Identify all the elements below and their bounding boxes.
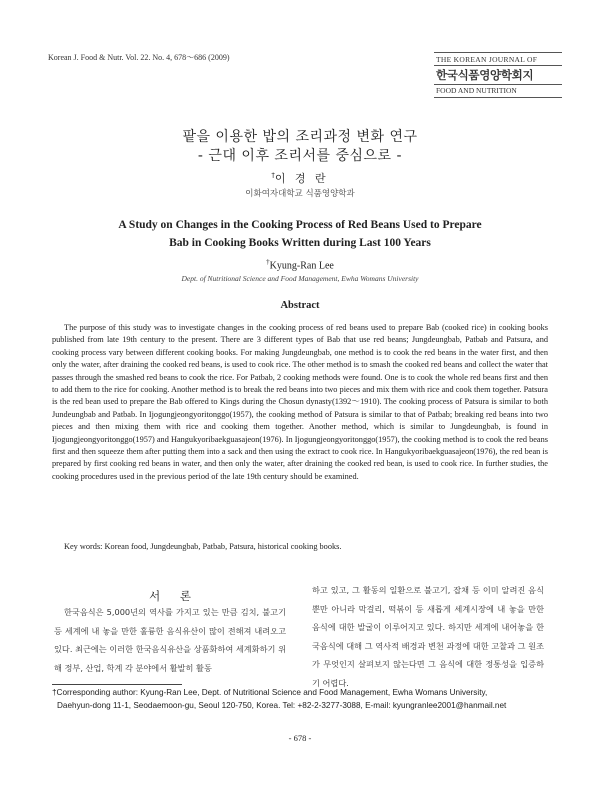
introduction-left-column: 한국음식은 5,000년의 역사를 가지고 있는 만큼 김치, 불고기 등 세계에 내 놓을 만한 훌륭한 음식유산이 많이 전해져 내려오고 있다. 최근에는 이러한 한국음식유산을 상품화하여 세계화하기 위해 정부, 산업, 학계 각 분야에서 활발히 활동 [54, 607, 286, 673]
footnote-line1: †Corresponding author: Kyung-Ran Lee, Dept. of Nutritional Science and Food Management, Ewha Womans University, [52, 688, 488, 697]
journal-masthead [434, 52, 562, 98]
abstract-text: The purpose of this study was to investigate changes in the cooking process of red beans used to prepare Bab (cooked rice) in cooking books published from late 19th century to the present. There are 3 different types of Bab that use red beans; Jungdeungbab, Patbab and Patsura, and cooking process vary between different cooking books. For making Jungdeungbab, one method is to cook the red beans in the water first, and then only the water, after draining the cooked red beans, is used to cook rice. The other method is to smash the cooked red beans and collect the water that passes through the smashed red beans to cook the rice. For Patbab, 2 cooking methods were found. One is to cook the whole red beans first and then to add them to the rice for cooking. Another method is to break the red beans into two pieces and mix them with rice and cook them together. Patsura is the red bean used to prepare the Bab offered to Kings during the Chosun dynasty(1392～1910). The cooking process of Patsura is similar to both Jundeungbab and Patbab. In Ijogungjeongyoritonggo(1957), the cooking method of Patsura is similar to that of Patbab; breaking red beans into two pieces and then mixing them with rice and cooking them together. Another method, which is similar to Jungdeungbab, is found in Ijogungjeongyoritonggo(1957) and Hangukyoribaekguasajeon(1976). In Ijogungjeongyoritonggo(1957), the cooking method is to cook the red beans first and then squeeze them after putting them into a sack and then using the extract to cook rice. In Hangukyoribaekguasajeon(1976), the red bean is prepared by first cooking red beans in water, and then only the water, after draining the cooked red bean, is used to cook rice. In further studies, the cooking procedures used in the previous period of the late 19th century should be examined. [52, 323, 548, 481]
korean-title [0, 128, 600, 166]
introduction-heading: 서 론 [149, 589, 199, 603]
author-mark-en: † [266, 258, 270, 266]
masthead-bottom-rule [434, 97, 562, 98]
english-author [0, 258, 600, 271]
author-mark-ko: † [271, 171, 275, 180]
abstract-heading: Abstract [280, 300, 320, 311]
korean-author [0, 170, 600, 186]
english-title [0, 216, 600, 252]
korean-author-name: 이 경 란 [274, 172, 329, 185]
journal-name-en-bottom: FOOD AND NUTRITION [436, 86, 517, 95]
korean-title-line1: 팥을 이용한 밥의 조리과정 변화 연구 [182, 129, 418, 145]
corresponding-author-footnote [52, 686, 552, 712]
english-author-name: Kyung-Ran Lee [269, 260, 334, 272]
page-number: - 678 - [288, 733, 312, 743]
english-affiliation: Dept. of Nutritional Science and Food Management, Ewha Womans University [181, 274, 419, 283]
keywords: Key words: Korean food, Jungdeungbab, Patbab, Patsura, historical cooking books. [64, 542, 342, 551]
introduction-right-column: 하고 있고, 그 활동의 일환으로 불고기, 잡채 등 이미 알려진 음식뿐만 아니라 막걸리, 떡볶이 등 새롭게 세계시장에 내 놓을 만한 음식에 대한 발굴이 이루어지고 있다. 하지만 세계에 내어놓을 한국음식에 대해 그 역사적 배경과 변천 과정에 대한 고찰과 그 원조가 무엇인지 살펴보지 않는다면 그 음식에 대한 정통성을 입증하기 어렵다. [312, 585, 544, 688]
english-title-line2: Bab in Cooking Books Written during Last 100 Years [169, 237, 431, 249]
abstract-body [52, 322, 548, 483]
korean-title-line2: - 근대 이후 조리서를 중심으로 - [197, 148, 403, 164]
journal-name-en-top: THE KOREAN JOURNAL OF [436, 55, 538, 64]
footnote-rule [52, 684, 182, 685]
footnote-line2: Daehyun-dong 11-1, Seodaemoon-gu, Seoul 120-750, Korea. Tel: +82-2-3277-3088, E-mail: kyungranlee2001@hanmail.net [57, 701, 507, 710]
journal-name-ko: 한국식품영양학회지 [436, 68, 534, 82]
english-title-line1: A Study on Changes in the Cooking Process of Red Beans Used to Prepare [118, 219, 482, 231]
korean-affiliation: 이화여자대학교 식품영양학과 [245, 189, 355, 199]
journal-citation: Korean J. Food & Nutr. Vol. 22. No. 4, 678～686 (2009) [48, 53, 230, 62]
